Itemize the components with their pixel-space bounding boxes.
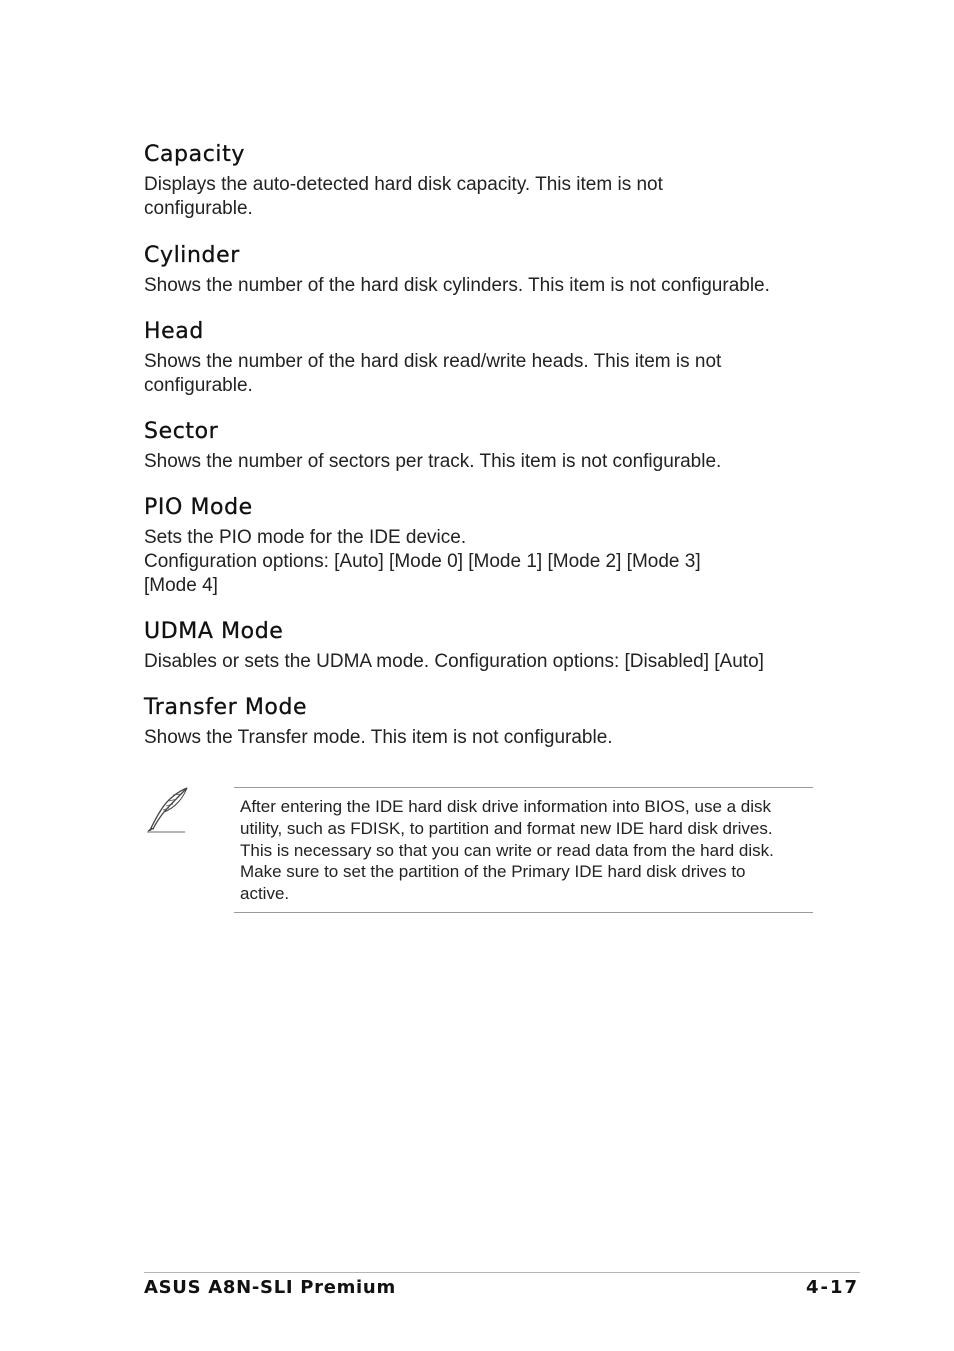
note-line: After entering the IDE hard disk drive information into BIOS, use a disk: [240, 797, 772, 816]
description-line: configurable.: [144, 375, 253, 396]
description-line: Sets the PIO mode for the IDE device.: [144, 527, 467, 548]
description-line: Shows the number of the hard disk cylinders. This item is not configurable.: [144, 275, 770, 296]
description-line: [Mode 4]: [144, 575, 218, 596]
section-cylinder: [144, 241, 824, 298]
note-line: This is necessary so that you can write or read data from the hard disk.: [240, 840, 774, 860]
section-description: [144, 350, 824, 398]
note-box: [234, 787, 813, 913]
section-description: [144, 726, 824, 750]
section-heading: Transfer Mode: [144, 695, 308, 720]
description-line: Configuration options: [Auto] [Mode 0] [Mode 1] [Mode 2] [Mode 3]: [144, 551, 701, 572]
description-line: Shows the number of sectors per track. This item is not configurable.: [144, 451, 722, 472]
footer-page-number: 4-17: [805, 1277, 859, 1298]
section-description: [144, 526, 824, 598]
page-content: [144, 140, 824, 750]
note-line: utility, such as FDISK, to partition and format new IDE hard disk drives.: [240, 818, 773, 838]
footer-divider: [144, 1272, 860, 1273]
note-text: [240, 796, 813, 905]
description-line: Shows the number of the hard disk read/write heads. This item is not: [144, 351, 722, 372]
note-line: Make sure to set the partition of the Primary IDE hard disk drives to: [240, 862, 746, 882]
section-heading: Capacity: [144, 142, 245, 167]
section-heading: PIO Mode: [144, 495, 253, 520]
section-pio-mode: [144, 493, 824, 598]
section-heading: Sector: [144, 419, 219, 444]
section-heading: Cylinder: [144, 243, 240, 268]
section-head: [144, 317, 824, 398]
footer-product-name: ASUS A8N-SLI Premium: [144, 1277, 396, 1298]
section-udma-mode: [144, 617, 824, 674]
description-line: Shows the Transfer mode. This item is not configurable.: [144, 727, 613, 748]
section-capacity: [144, 140, 824, 221]
description-line: Displays the auto-detected hard disk capacity. This item is not: [144, 174, 663, 195]
section-description: [144, 274, 824, 298]
section-sector: [144, 417, 824, 474]
note-line: active.: [240, 884, 290, 904]
section-description: [144, 650, 824, 674]
quill-pen-icon: [143, 786, 191, 834]
description-line: Disables or sets the UDMA mode. Configuration options: [Disabled] [Auto]: [144, 651, 764, 672]
description-line: configurable.: [144, 198, 253, 219]
section-transfer-mode: [144, 693, 824, 750]
section-heading: UDMA Mode: [144, 619, 284, 644]
section-heading: Head: [144, 319, 204, 344]
section-description: [144, 173, 824, 221]
section-description: [144, 450, 824, 474]
